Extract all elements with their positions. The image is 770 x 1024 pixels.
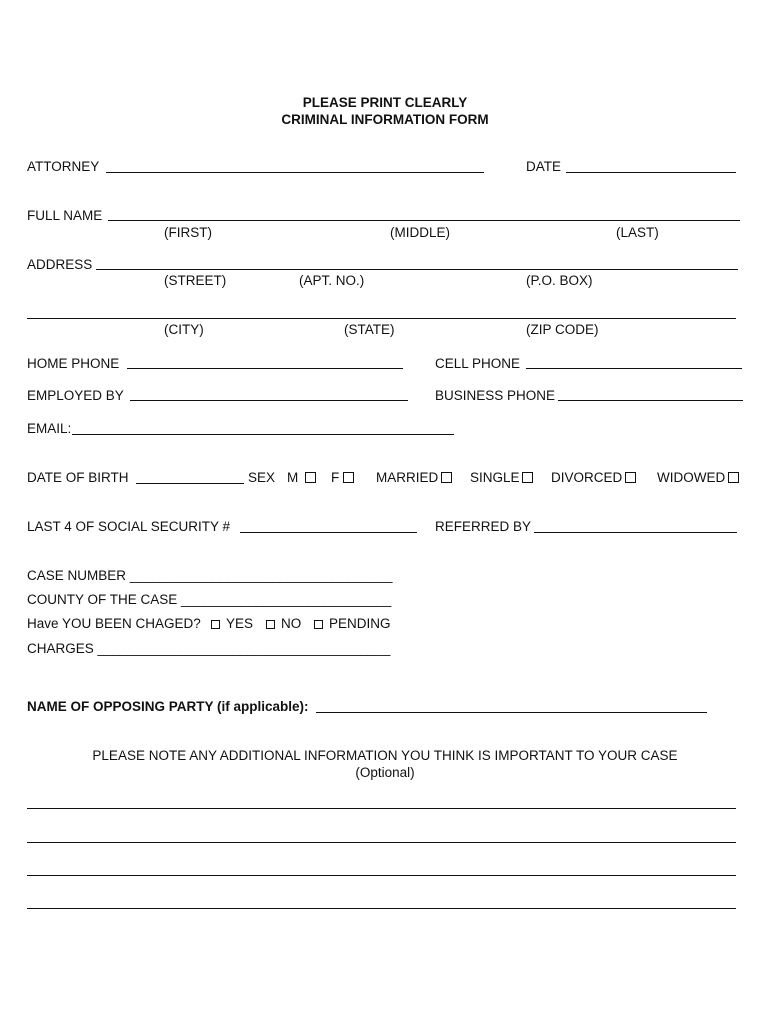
notes-line[interactable] xyxy=(27,842,736,843)
business-phone-field[interactable] xyxy=(558,400,743,401)
single-checkbox[interactable] xyxy=(522,472,533,483)
ssn-label: LAST 4 OF SOCIAL SECURITY # xyxy=(27,519,231,534)
middle-name-caption: (MIDDLE) xyxy=(390,225,450,240)
email-label: EMAIL: xyxy=(27,421,72,436)
opposing-party-field[interactable] xyxy=(316,712,707,713)
full-name-label: FULL NAME xyxy=(27,208,103,223)
married-label: MARRIED xyxy=(376,470,439,485)
divorced-checkbox[interactable] xyxy=(625,472,636,483)
attorney-label: ATTORNEY xyxy=(27,159,100,174)
referred-by-label: REFERRED BY xyxy=(435,519,532,534)
charged-yes-checkbox[interactable] xyxy=(211,620,220,629)
business-phone-label: BUSINESS PHONE xyxy=(435,388,556,403)
dob-label: DATE OF BIRTH xyxy=(27,470,129,485)
notes-optional: (Optional) xyxy=(355,765,415,780)
date-field[interactable] xyxy=(566,172,736,173)
full-name-field[interactable] xyxy=(108,220,740,221)
notes-line[interactable] xyxy=(27,875,736,876)
address-field[interactable] xyxy=(96,269,738,270)
city-caption: (CITY) xyxy=(164,322,204,337)
last-name-caption: (LAST) xyxy=(616,225,659,240)
charges-line[interactable]: CHARGES _______________________________________ xyxy=(27,641,391,656)
notes-line[interactable] xyxy=(27,808,736,809)
address-label: ADDRESS xyxy=(27,257,93,272)
sex-f-label: F xyxy=(331,470,340,485)
sex-label: SEX xyxy=(248,470,276,485)
divorced-label: DIVORCED xyxy=(551,470,623,485)
employed-by-label: EMPLOYED BY xyxy=(27,388,124,403)
opposing-party-label: NAME OF OPPOSING PARTY (if applicable): xyxy=(27,699,309,714)
state-caption: (STATE) xyxy=(344,322,395,337)
charged-pending-label: PENDING xyxy=(329,616,391,631)
ssn-field[interactable] xyxy=(240,532,417,533)
widowed-checkbox[interactable] xyxy=(728,472,739,483)
street-caption: (STREET) xyxy=(164,273,227,288)
sex-m-label: M xyxy=(287,470,299,485)
city-state-zip-field[interactable] xyxy=(27,318,736,319)
email-field[interactable] xyxy=(72,434,454,435)
charged-no-checkbox[interactable] xyxy=(266,620,275,629)
employed-by-field[interactable] xyxy=(130,400,408,401)
married-checkbox[interactable] xyxy=(441,472,452,483)
first-name-caption: (FIRST) xyxy=(164,225,212,240)
cell-phone-field[interactable] xyxy=(526,368,742,369)
notes-line[interactable] xyxy=(27,908,736,909)
charged-pending-checkbox[interactable] xyxy=(314,620,323,629)
home-phone-label: HOME PHONE xyxy=(27,356,120,371)
dob-field[interactable] xyxy=(136,483,244,484)
case-number-line[interactable]: CASE NUMBER ___________________________________ xyxy=(27,568,393,583)
date-label: DATE xyxy=(526,159,562,174)
attorney-field[interactable] xyxy=(106,172,484,173)
county-line[interactable]: COUNTY OF THE CASE ____________________________ xyxy=(27,592,392,607)
widowed-label: WIDOWED xyxy=(657,470,726,485)
referred-by-field[interactable] xyxy=(534,532,737,533)
home-phone-field[interactable] xyxy=(127,368,403,369)
zip-caption: (ZIP CODE) xyxy=(526,322,599,337)
cell-phone-label: CELL PHONE xyxy=(435,356,521,371)
apt-caption: (APT. NO.) xyxy=(299,273,365,288)
po-box-caption: (P.O. BOX) xyxy=(526,273,593,288)
sex-m-checkbox[interactable] xyxy=(305,472,316,483)
charged-question: Have YOU BEEN CHAGED? xyxy=(27,616,201,631)
form-header-line1: PLEASE PRINT CLEARLY xyxy=(302,95,468,110)
single-label: SINGLE xyxy=(470,470,520,485)
charged-no-label: NO xyxy=(281,616,302,631)
charged-yes-label: YES xyxy=(226,616,254,631)
form-title: CRIMINAL INFORMATION FORM xyxy=(281,112,489,127)
notes-instruction: PLEASE NOTE ANY ADDITIONAL INFORMATION YOU THINK IS IMPORTANT TO YOUR CASE xyxy=(92,748,678,763)
sex-f-checkbox[interactable] xyxy=(343,472,354,483)
